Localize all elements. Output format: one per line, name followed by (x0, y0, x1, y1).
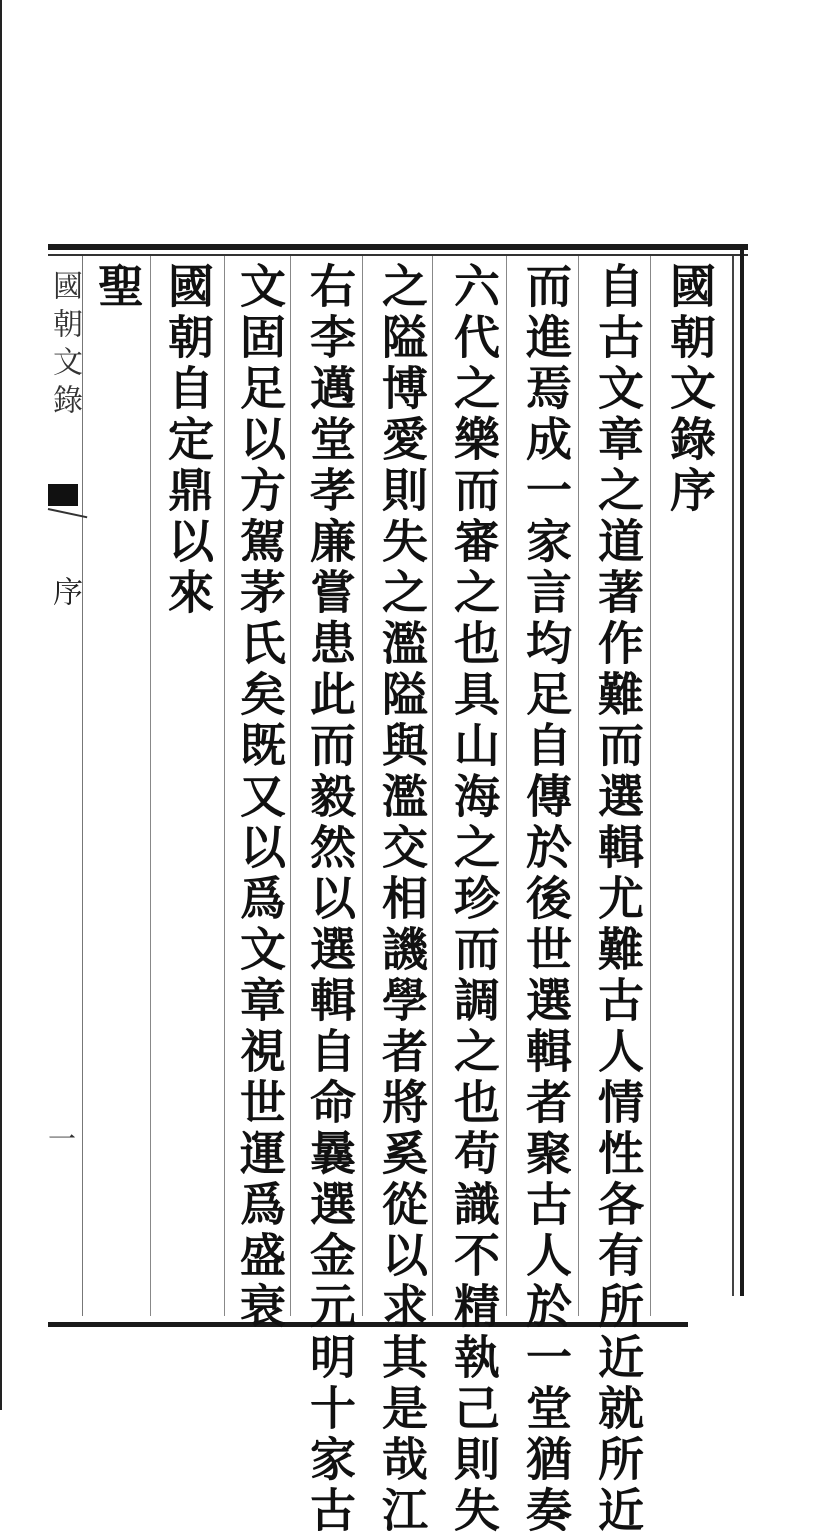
column-rule (362, 256, 363, 1316)
column-rule (432, 256, 433, 1316)
column-rule (150, 256, 151, 1316)
page-edge (0, 0, 2, 1410)
text-column: 之隘博愛則失之濫隘與濫交相譏學者將奚從以求其是哉江 (375, 262, 429, 1537)
banxin-title: 國朝文錄 (47, 270, 82, 422)
banxin-fore-edge (46, 256, 82, 1316)
column-rule (578, 256, 579, 1316)
text-column: 右李邁堂孝廉嘗患此而毅然以選輯自命曩選金元明十家古 (303, 262, 357, 1537)
column-rule (506, 256, 507, 1316)
frame-right-border (740, 244, 744, 1296)
column-rule (224, 256, 225, 1316)
text-column: 聖 (91, 262, 145, 313)
frame-left-border (82, 256, 83, 1316)
fishtail-line (48, 508, 88, 518)
fishtail-mark (48, 484, 78, 506)
frame-right-inner-border (732, 256, 734, 1296)
text-column-title: 國朝文錄序 (663, 262, 717, 517)
column-rule (650, 256, 651, 1316)
column-rule (290, 256, 291, 1316)
text-column: 六代之樂而審之也具山海之珍而調之也苟識不精執己則失 (447, 262, 501, 1537)
text-column: 文固足以方駕茅氏矣既又以爲文章視世運爲盛衰 (233, 262, 287, 1333)
banxin-page-number: 一 (44, 1124, 77, 1152)
frame-top-border (48, 244, 748, 250)
banxin-section: 序 (47, 576, 82, 606)
text-column: 國朝自定鼎以來 (161, 262, 215, 619)
text-column: 而進焉成一家言均足自傳於後世選輯者聚古人於一堂猶奏 (519, 262, 573, 1537)
frame-top-inner-border (48, 254, 748, 256)
text-column: 自古文章之道著作難而選輯尤難古人情性各有所近就所近 (591, 262, 645, 1537)
